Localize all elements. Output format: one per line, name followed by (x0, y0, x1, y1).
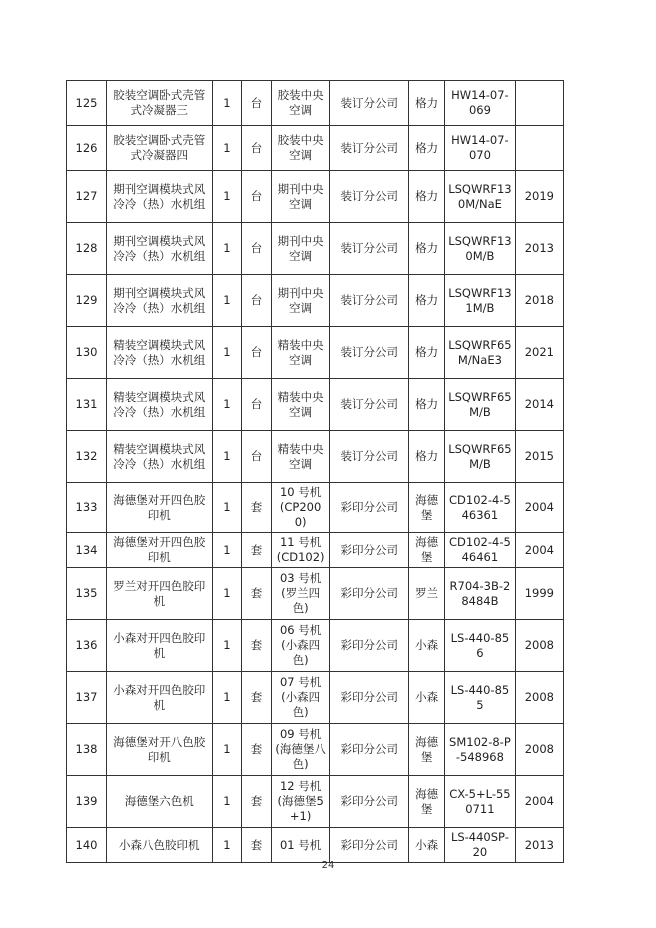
model-number-cell: LSQWRF130M/NaE (445, 171, 516, 223)
model-number-cell: HW14-07-070 (445, 126, 516, 171)
brand-cell: 格力 (409, 81, 445, 126)
table-row (67, 275, 564, 327)
unit-cell: 台 (242, 126, 272, 171)
model-number-cell: LSQWRF65M/NaE3 (445, 327, 516, 379)
quantity-cell: 1 (212, 724, 242, 776)
equipment-name-cell: 小森对开四色胶印机 (106, 620, 212, 672)
year-cell: 2018 (515, 275, 563, 327)
unit-cell: 套 (242, 672, 272, 724)
unit-cell: 台 (242, 431, 272, 483)
row-index-cell: 136 (67, 620, 107, 672)
year-cell (515, 126, 563, 171)
brand-cell: 格力 (409, 275, 445, 327)
quantity-cell: 1 (212, 776, 242, 828)
table-row (67, 672, 564, 724)
brand-cell: 格力 (409, 431, 445, 483)
model-number-cell: SM102-8-P-548968 (445, 724, 516, 776)
unit-cell: 台 (242, 223, 272, 275)
installation-location-cell: 01 号机 (271, 828, 329, 863)
year-cell: 2004 (515, 483, 563, 533)
installation-location-cell: 精装中央空调 (271, 327, 329, 379)
installation-location-cell: 06 号机(小森四色) (271, 620, 329, 672)
row-index-cell: 139 (67, 776, 107, 828)
brand-cell: 海德堡 (409, 776, 445, 828)
model-number-cell: HW14-07-069 (445, 81, 516, 126)
equipment-name-cell: 精装空调模块式风冷冷（热）水机组 (106, 379, 212, 431)
model-number-cell: CX-5+L-550711 (445, 776, 516, 828)
model-number-cell: LSQWRF131M/B (445, 275, 516, 327)
unit-cell: 台 (242, 171, 272, 223)
quantity-cell: 1 (212, 223, 242, 275)
inventory-sheet (66, 80, 564, 863)
department-cell: 装订分公司 (330, 223, 409, 275)
row-index-cell: 133 (67, 483, 107, 533)
model-number-cell: CD102-4-546361 (445, 483, 516, 533)
department-cell: 装订分公司 (330, 431, 409, 483)
department-cell: 彩印分公司 (330, 828, 409, 863)
quantity-cell: 1 (212, 379, 242, 431)
unit-cell: 台 (242, 81, 272, 126)
department-cell: 装订分公司 (330, 379, 409, 431)
model-number-cell: LSQWRF130M/B (445, 223, 516, 275)
brand-cell: 格力 (409, 223, 445, 275)
table-row (67, 81, 564, 126)
table-row (67, 379, 564, 431)
quantity-cell: 1 (212, 431, 242, 483)
year-cell: 2008 (515, 620, 563, 672)
quantity-cell: 1 (212, 275, 242, 327)
installation-location-cell: 胶装中央空调 (271, 126, 329, 171)
installation-location-cell: 胶装中央空调 (271, 81, 329, 126)
brand-cell: 小森 (409, 672, 445, 724)
department-cell: 装订分公司 (330, 126, 409, 171)
equipment-name-cell: 海德堡对开四色胶印机 (106, 483, 212, 533)
unit-cell: 套 (242, 533, 272, 568)
installation-location-cell: 09 号机(海德堡八色) (271, 724, 329, 776)
brand-cell: 海德堡 (409, 724, 445, 776)
equipment-name-cell: 罗兰对开四色胶印机 (106, 568, 212, 620)
equipment-table-body (67, 81, 564, 863)
page-number: 24 (321, 860, 335, 871)
installation-location-cell: 10 号机(CP2000) (271, 483, 329, 533)
quantity-cell: 1 (212, 620, 242, 672)
row-index-cell: 138 (67, 724, 107, 776)
year-cell: 2008 (515, 672, 563, 724)
table-row (67, 431, 564, 483)
equipment-name-cell: 小森对开四色胶印机 (106, 672, 212, 724)
quantity-cell: 1 (212, 483, 242, 533)
unit-cell: 套 (242, 483, 272, 533)
installation-location-cell: 07 号机(小森四色) (271, 672, 329, 724)
installation-location-cell: 期刊中央空调 (271, 275, 329, 327)
brand-cell: 格力 (409, 327, 445, 379)
quantity-cell: 1 (212, 533, 242, 568)
quantity-cell: 1 (212, 672, 242, 724)
unit-cell: 套 (242, 568, 272, 620)
equipment-name-cell: 期刊空调模块式风冷冷（热）水机组 (106, 275, 212, 327)
installation-location-cell: 12 号机(海德堡5+1) (271, 776, 329, 828)
table-row (67, 724, 564, 776)
table-row (67, 620, 564, 672)
quantity-cell: 1 (212, 81, 242, 126)
department-cell: 彩印分公司 (330, 776, 409, 828)
equipment-name-cell: 胶装空调卧式壳管式冷凝器四 (106, 126, 212, 171)
model-number-cell: LS-440-856 (445, 620, 516, 672)
unit-cell: 台 (242, 379, 272, 431)
row-index-cell: 132 (67, 431, 107, 483)
table-row (67, 568, 564, 620)
unit-cell: 台 (242, 327, 272, 379)
row-index-cell: 127 (67, 171, 107, 223)
row-index-cell: 126 (67, 126, 107, 171)
model-number-cell: LS-440SP-20 (445, 828, 516, 863)
department-cell: 彩印分公司 (330, 724, 409, 776)
equipment-name-cell: 海德堡六色机 (106, 776, 212, 828)
installation-location-cell: 期刊中央空调 (271, 223, 329, 275)
equipment-name-cell: 海德堡对开四色胶印机 (106, 533, 212, 568)
equipment-name-cell: 胶装空调卧式壳管式冷凝器三 (106, 81, 212, 126)
year-cell: 2015 (515, 431, 563, 483)
year-cell: 2019 (515, 171, 563, 223)
equipment-name-cell: 期刊空调模块式风冷冷（热）水机组 (106, 223, 212, 275)
equipment-name-cell: 海德堡对开八色胶印机 (106, 724, 212, 776)
department-cell: 装订分公司 (330, 171, 409, 223)
department-cell: 装订分公司 (330, 327, 409, 379)
department-cell: 装订分公司 (330, 81, 409, 126)
row-index-cell: 130 (67, 327, 107, 379)
equipment-name-cell: 精装空调模块式风冷冷（热）水机组 (106, 327, 212, 379)
year-cell: 2008 (515, 724, 563, 776)
quantity-cell: 1 (212, 171, 242, 223)
table-row (67, 171, 564, 223)
unit-cell: 套 (242, 724, 272, 776)
brand-cell: 海德堡 (409, 533, 445, 568)
table-row (67, 327, 564, 379)
row-index-cell: 140 (67, 828, 107, 863)
brand-cell: 小森 (409, 828, 445, 863)
brand-cell: 格力 (409, 171, 445, 223)
year-cell: 2021 (515, 327, 563, 379)
table-row (67, 776, 564, 828)
model-number-cell: R704-3B-28484B (445, 568, 516, 620)
quantity-cell: 1 (212, 126, 242, 171)
model-number-cell: CD102-4-546461 (445, 533, 516, 568)
row-index-cell: 135 (67, 568, 107, 620)
model-number-cell: LSQWRF65M/B (445, 379, 516, 431)
year-cell: 2014 (515, 379, 563, 431)
equipment-name-cell: 小森八色胶印机 (106, 828, 212, 863)
year-cell: 1999 (515, 568, 563, 620)
table-row (67, 126, 564, 171)
row-index-cell: 131 (67, 379, 107, 431)
department-cell: 装订分公司 (330, 275, 409, 327)
table-row (67, 533, 564, 568)
table-row (67, 483, 564, 533)
equipment-name-cell: 精装空调模块式风冷冷（热）水机组 (106, 431, 212, 483)
unit-cell: 套 (242, 828, 272, 863)
brand-cell: 格力 (409, 379, 445, 431)
department-cell: 彩印分公司 (330, 483, 409, 533)
table-row (67, 828, 564, 863)
row-index-cell: 125 (67, 81, 107, 126)
department-cell: 彩印分公司 (330, 533, 409, 568)
unit-cell: 台 (242, 275, 272, 327)
installation-location-cell: 精装中央空调 (271, 379, 329, 431)
unit-cell: 套 (242, 620, 272, 672)
installation-location-cell: 03 号机(罗兰四色) (271, 568, 329, 620)
brand-cell: 海德堡 (409, 483, 445, 533)
row-index-cell: 137 (67, 672, 107, 724)
department-cell: 彩印分公司 (330, 620, 409, 672)
equipment-name-cell: 期刊空调模块式风冷冷（热）水机组 (106, 171, 212, 223)
year-cell: 2013 (515, 828, 563, 863)
installation-location-cell: 精装中央空调 (271, 431, 329, 483)
brand-cell: 小森 (409, 620, 445, 672)
row-index-cell: 129 (67, 275, 107, 327)
row-index-cell: 128 (67, 223, 107, 275)
year-cell: 2013 (515, 223, 563, 275)
quantity-cell: 1 (212, 828, 242, 863)
brand-cell: 罗兰 (409, 568, 445, 620)
installation-location-cell: 期刊中央空调 (271, 171, 329, 223)
equipment-table (66, 80, 564, 863)
quantity-cell: 1 (212, 327, 242, 379)
year-cell: 2004 (515, 776, 563, 828)
installation-location-cell: 11 号机(CD102) (271, 533, 329, 568)
row-index-cell: 134 (67, 533, 107, 568)
department-cell: 彩印分公司 (330, 672, 409, 724)
model-number-cell: LS-440-855 (445, 672, 516, 724)
table-row (67, 223, 564, 275)
quantity-cell: 1 (212, 568, 242, 620)
department-cell: 彩印分公司 (330, 568, 409, 620)
brand-cell: 格力 (409, 126, 445, 171)
model-number-cell: LSQWRF65M/B (445, 431, 516, 483)
unit-cell: 套 (242, 776, 272, 828)
year-cell (515, 81, 563, 126)
year-cell: 2004 (515, 533, 563, 568)
